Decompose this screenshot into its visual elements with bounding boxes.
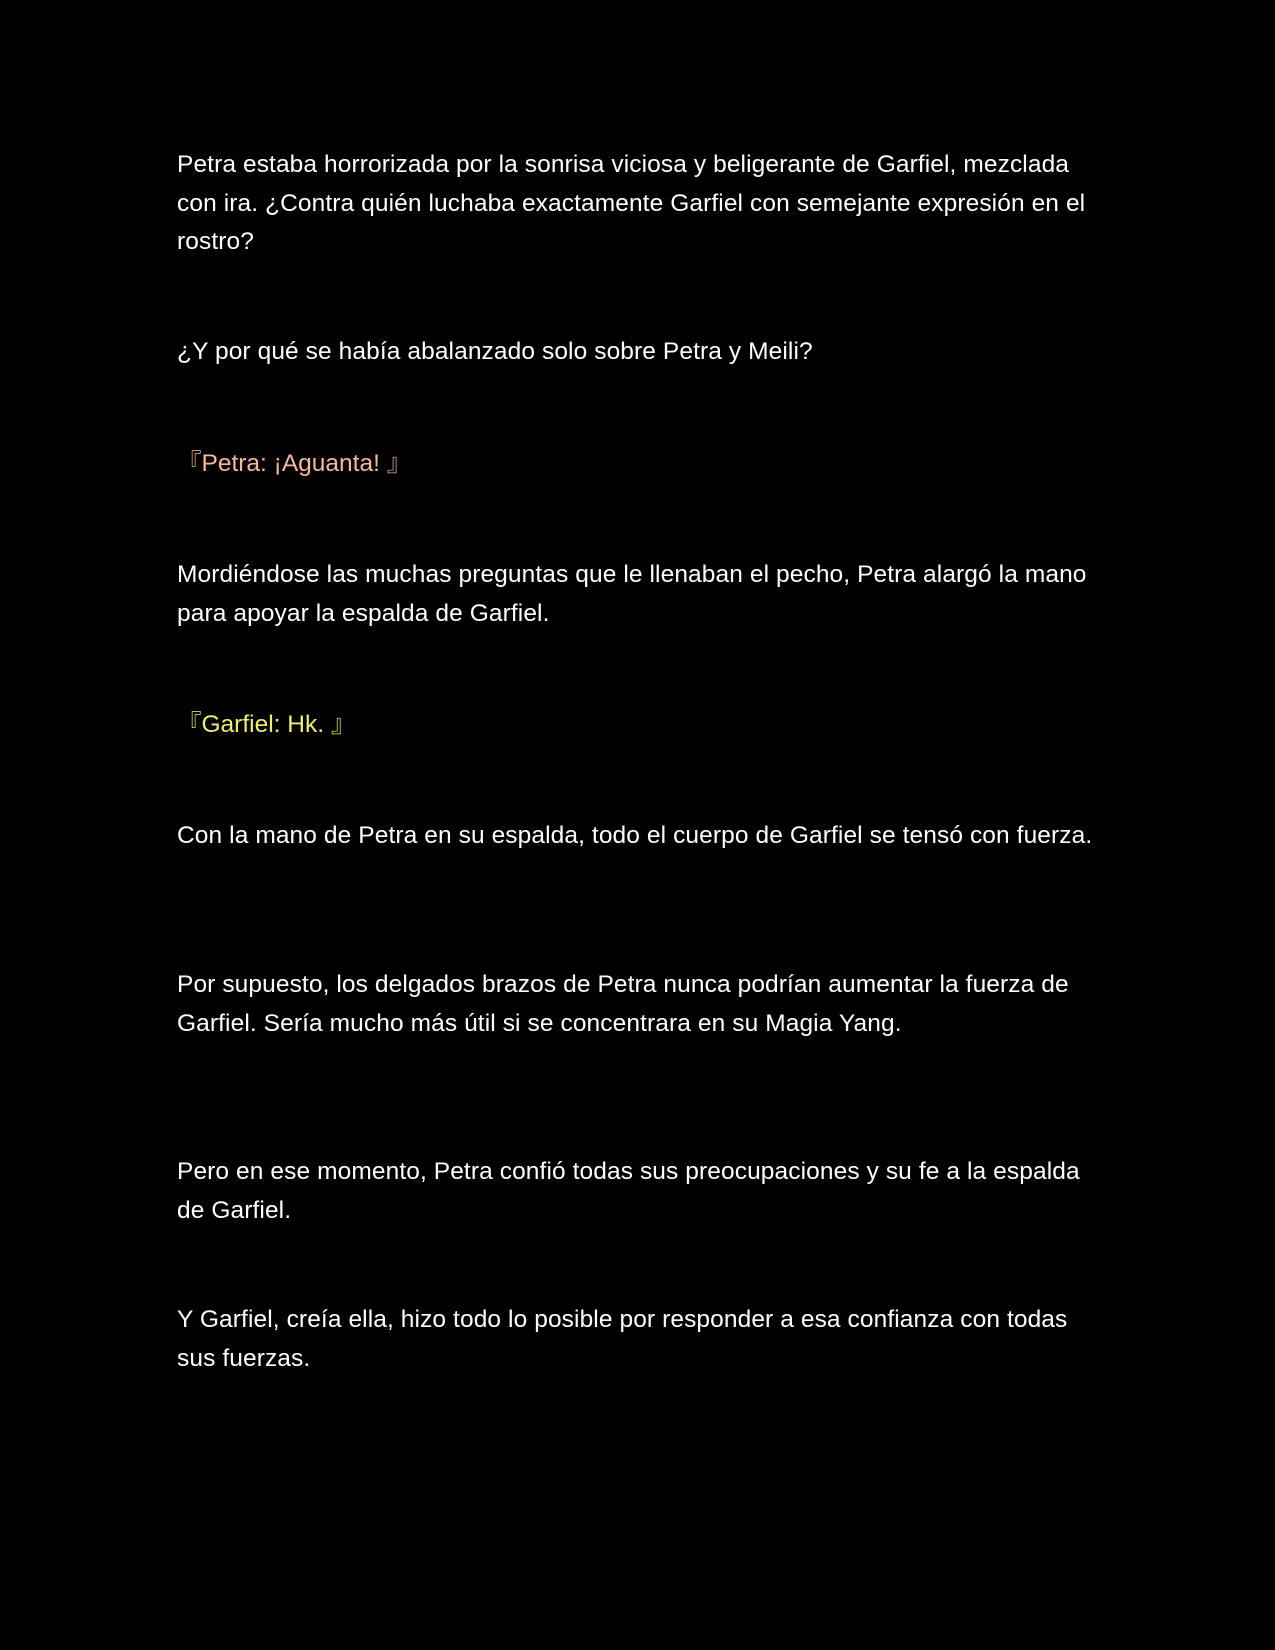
narration-paragraph: Petra estaba horrorizada por la sonrisa viciosa y beligerante de Garfiel, mezclada con ira. ¿Contra quién luchaba exactamente Garfiel con semejante expresión en el rostro? [177, 151, 1086, 255]
narration-paragraph: Pero en ese momento, Petra confió todas sus preocupaciones y su fe a la espalda de Garfiel. [177, 1158, 1080, 1224]
narration-paragraph: Y Garfiel, creía ella, hizo todo lo posible por responder a esa confianza con todas sus fuerzas. [177, 1306, 1068, 1372]
narration-paragraph: Mordiéndose las muchas preguntas que le llenaban el pecho, Petra alargó la mano para apoyar la espalda de Garfiel. [177, 561, 1087, 627]
narration-paragraph: Con la mano de Petra en su espalda, todo el cuerpo de Garfiel se tensó con fuerza. [177, 822, 1093, 849]
narration-paragraph: Por supuesto, los delgados brazos de Petra nunca podrían aumentar la fuerza de Garfiel. Sería mucho más útil si se concentrara en su Magia Yang. [177, 971, 1069, 1037]
petra-dialog-line: 『Petra: ¡Aguanta! 』 [177, 450, 412, 477]
garfiel-dialog-line: 『Garfiel: Hk. 』 [177, 711, 356, 738]
narration-paragraph: ¿Y por qué se había abalanzado solo sobre Petra y Meili? [177, 338, 813, 365]
